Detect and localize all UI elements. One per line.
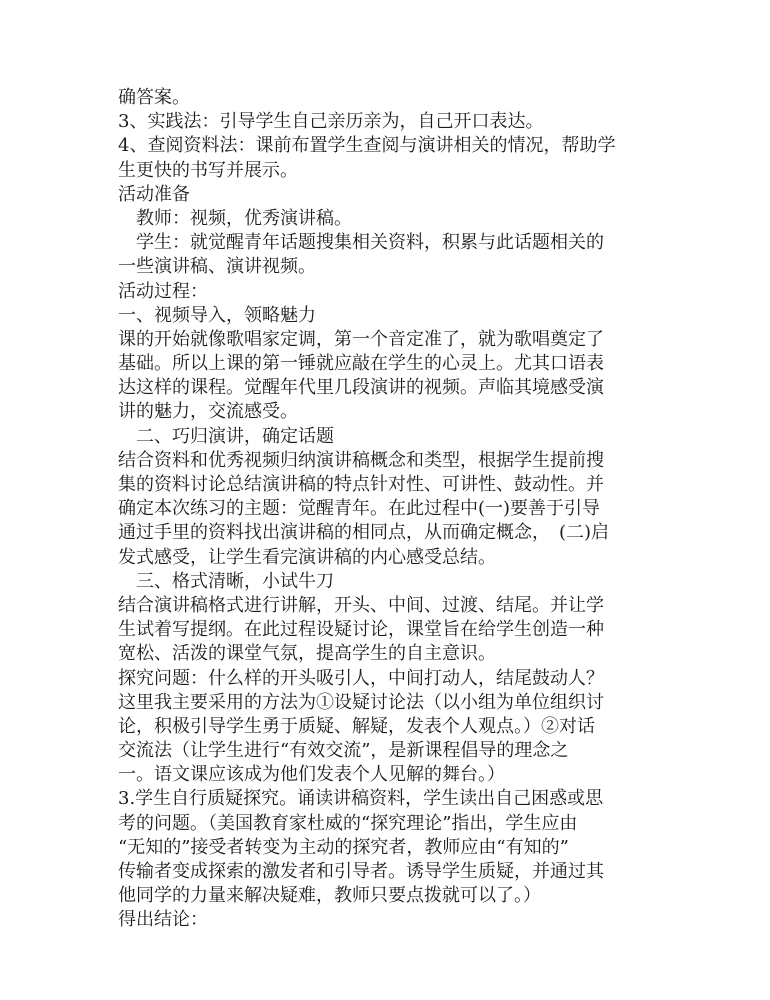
text-line: 通过手里的资料找出演讲稿的相同点，从而确定概念， (二)启: [118, 522, 610, 544]
text-line: 论，积极引导学生勇于质疑、解疑，发表个人观点。）②对话: [118, 715, 595, 737]
text-line: 确答案。: [118, 87, 190, 108]
section-heading: 一、视频导入，领略魅力: [118, 304, 316, 326]
text-line: 3、实践法：引导学生自己亲历亲为，自己开口表达。: [118, 111, 544, 133]
document-body: [118, 86, 658, 933]
text-line: 集的资料讨论总结演讲稿的特点针对性、可讲性、鼓动性。并: [118, 474, 604, 495]
text-line: 教师：视频，优秀演讲稿。: [118, 207, 352, 229]
text-line: 考的问题。（美国教育家杜威的“探究理论”指出，学生应由: [118, 812, 578, 834]
text-line: “无知的”接受者转变为主动的探究者，教师应由“有知的”: [118, 836, 569, 858]
text-line: 讲的魅力，交流感受。: [118, 401, 298, 423]
text-line: 发式感受，让学生看完演讲稿的内心感受总结。: [118, 546, 496, 568]
text-line: 生试着写提纲。在此过程设疑讨论，课堂旨在给学生创造一种: [118, 619, 604, 641]
text-line: 探究问题：什么样的开头吸引人，中间打动人，结尾鼓动人？: [118, 667, 604, 689]
section-heading: 活动过程：: [118, 280, 208, 302]
text-line: 4、查阅资料法：课前布置学生查阅与演讲相关的情况，帮助学: [118, 135, 616, 157]
text-line: 他同学的力量来解决疑难，教师只要点拨就可以了。）: [118, 885, 541, 907]
text-line: 基础。所以上课的第一锤就应敲在学生的心灵上。尤其口语表: [118, 353, 604, 375]
text-line: 生更快的书写并展示。: [118, 159, 298, 181]
text-line: 一些演讲稿、演讲视频。: [118, 256, 316, 278]
section-heading: 二、巧归演讲，确定话题: [118, 425, 334, 447]
text-line: 课的开始就像歌唱家定调，第一个音定准了，就为歌唱奠定了: [118, 328, 604, 350]
text-line: 确定本次练习的主题：觉醒青年。在此过程中(一)要善于引导: [118, 498, 601, 520]
text-line: 3.学生自行质疑探究。诵读讲稿资料，学生读出自己困惑或思: [118, 788, 604, 810]
text-line: 得出结论：: [118, 909, 208, 931]
section-heading: 三、格式清晰，小试牛刀: [118, 570, 334, 592]
text-line: 传输者变成探索的激发者和引导者。诱导学生质疑，并通过其: [118, 861, 604, 882]
text-line: 一。语文课应该成为他们发表个人见解的舞台。）: [118, 764, 505, 786]
text-line: 交流法（让学生进行“有效交流”，是新课程倡导的理念之: [118, 740, 569, 762]
text-line: 达这样的课程。觉醒年代里几段演讲的视频。声临其境感受演: [118, 377, 604, 399]
text-line: 宽松、活泼的课堂气氛，提高学生的自主意识。: [118, 643, 496, 665]
text-line: 结合资料和优秀视频归纳演讲稿概念和类型，根据学生提前搜: [118, 449, 604, 471]
text-line: 学生：就觉醒青年话题搜集相关资料，积累与此话题相关的: [118, 232, 604, 254]
section-heading: 活动准备: [118, 183, 190, 205]
text-line: 结合演讲稿格式进行讲解，开头、中间、过渡、结尾。并让学: [118, 594, 604, 616]
text-line: 这里我主要采用的方法为①设疑讨论法（以小组为单位组织讨: [118, 691, 604, 713]
